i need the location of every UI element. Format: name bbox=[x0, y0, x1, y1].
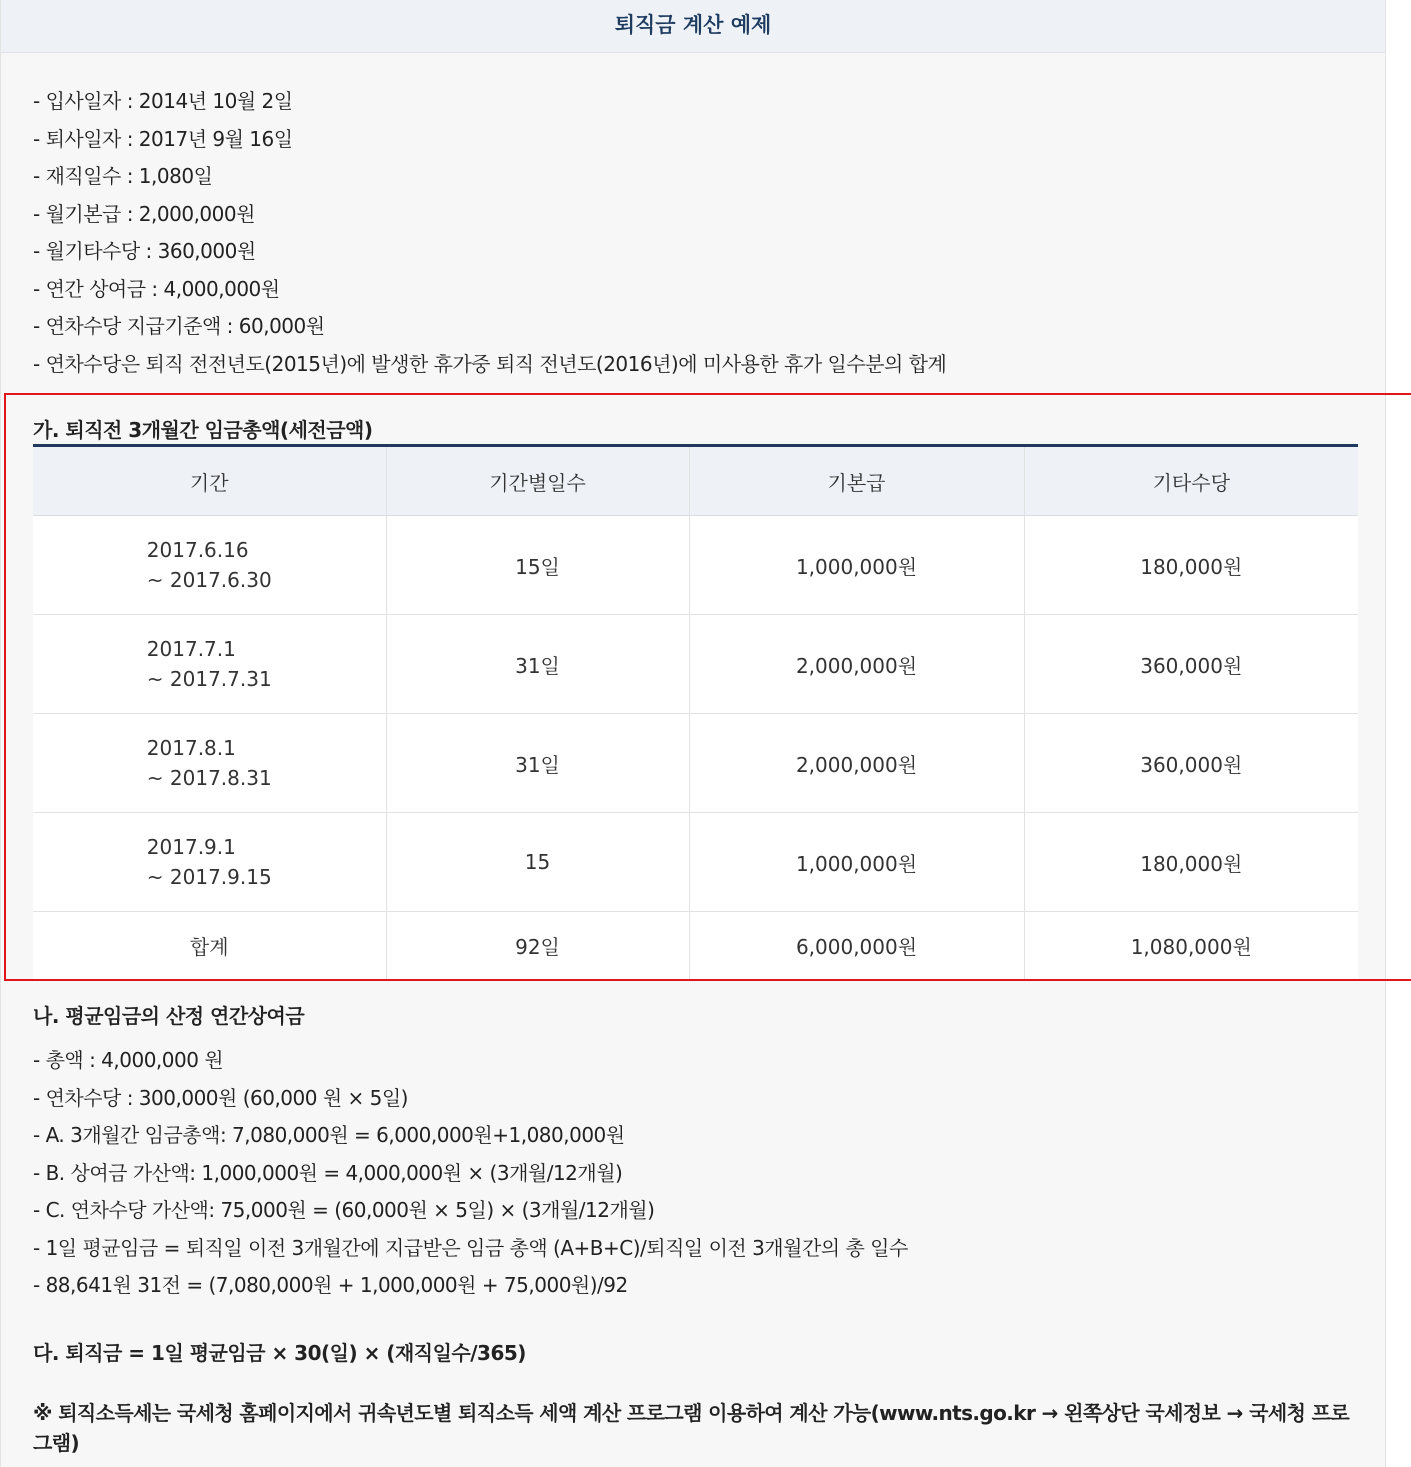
period-start: 2017.8.1 bbox=[146, 736, 236, 760]
cell-other-allowance: 360,000원 bbox=[1024, 615, 1358, 714]
cell-base-pay: 1,000,000원 bbox=[689, 813, 1024, 912]
cell-other-allowance: 360,000원 bbox=[1024, 714, 1358, 813]
period-end: ~ 2017.7.31 bbox=[146, 667, 272, 691]
header-days: 기간별일수 bbox=[386, 446, 689, 516]
period-end: ~ 2017.6.30 bbox=[146, 568, 272, 592]
section-b-title: 나. 평균임금의 산정 연간상여금 bbox=[33, 1004, 305, 1028]
section-c-formula: 다. 퇴직금 = 1일 평균임금 × 30(일) × (재직일수/365) bbox=[33, 1341, 526, 1365]
period-start: 2017.7.1 bbox=[146, 637, 236, 661]
cell-base-pay: 1,000,000원 bbox=[689, 516, 1024, 615]
calc-item-b: - B. 상여금 가산액: 1,000,000원 = 4,000,000원 × (3개월/12개월) bbox=[33, 1160, 623, 1185]
info-leave-date: - 퇴사일자 : 2017년 9월 16일 bbox=[33, 126, 293, 151]
header-other-allowance: 기타수당 bbox=[1024, 446, 1358, 516]
calc-daily-average-result: - 88,641원 31전 = (7,080,000원 + 1,000,000원 + 75,000원)/92 bbox=[33, 1273, 628, 1297]
header-base-pay: 기본급 bbox=[689, 446, 1024, 516]
info-monthly-allowance: - 월기타수당 : 360,000원 bbox=[33, 239, 256, 263]
total-base-pay: 6,000,000원 bbox=[689, 912, 1024, 980]
cell-other-allowance: 180,000원 bbox=[1024, 516, 1358, 615]
info-annual-leave-note: - 연차수당은 퇴직 전전년도(2015년)에 발생한 휴가중 퇴직 전년도(2016년)에 미사용한 휴가 일수분의 합계 bbox=[33, 351, 947, 376]
calc-daily-average-formula: - 1일 평균임금 = 퇴직일 이전 3개월간에 지급받은 임금 총액 (A+B+C)/퇴직일 이전 3개월간의 총 일수 bbox=[33, 1235, 908, 1260]
highlight-box bbox=[4, 393, 1411, 981]
employment-info-list bbox=[33, 83, 1385, 383]
info-service-days: - 재직일수 : 1,080일 bbox=[33, 164, 213, 188]
info-annual-leave-base: - 연차수당 지급기준액 : 60,000원 bbox=[33, 314, 325, 338]
cell-other-allowance: 180,000원 bbox=[1024, 813, 1358, 912]
total-label: 합계 bbox=[33, 912, 386, 980]
cell-days: 15일 bbox=[386, 516, 689, 615]
info-hire-date: - 입사일자 : 2014년 10월 2일 bbox=[33, 89, 293, 113]
cell-days: 31일 bbox=[386, 615, 689, 714]
period-start: 2017.9.1 bbox=[146, 835, 236, 859]
calc-item-c: - C. 연차수당 가산액: 75,000원 = (60,000원 × 5일) × (3개월/12개월) bbox=[33, 1198, 655, 1222]
section-a-title: 가. 퇴직전 3개월간 임금총액(세전금액) bbox=[33, 418, 373, 442]
info-annual-bonus: - 연간 상여금 : 4,000,000원 bbox=[33, 276, 280, 301]
cell-days: 31일 bbox=[386, 714, 689, 813]
page-title: 퇴직금 계산 예제 bbox=[1, 0, 1385, 53]
total-days: 92일 bbox=[386, 912, 689, 980]
period-end: ~ 2017.9.15 bbox=[146, 865, 272, 889]
cell-days: 15 bbox=[386, 813, 689, 912]
header-period: 기간 bbox=[33, 446, 386, 516]
period-end: ~ 2017.8.31 bbox=[146, 766, 272, 790]
average-wage-calc-list bbox=[33, 1042, 908, 1305]
info-monthly-base: - 월기본급 : 2,000,000원 bbox=[33, 201, 255, 226]
total-other-allowance: 1,080,000원 bbox=[1024, 912, 1358, 980]
period-start: 2017.6.16 bbox=[146, 538, 249, 562]
calc-bonus-total: - 총액 : 4,000,000 원 bbox=[33, 1048, 224, 1072]
cell-base-pay: 2,000,000원 bbox=[689, 714, 1024, 813]
tax-note: ※ 퇴직소득세는 국세청 홈페이지에서 귀속년도별 퇴직소득 세액 계산 프로그램 이용하여 계산 가능(www.nts.go.kr → 왼쪽상단 국세정보 → 국세청 프로그램) bbox=[33, 1401, 1350, 1455]
calc-item-a: - A. 3개월간 임금총액: 7,080,000원 = 6,000,000원+1,080,000원 bbox=[33, 1123, 625, 1147]
cell-base-pay: 2,000,000원 bbox=[689, 615, 1024, 714]
calc-annual-leave: - 연차수당 : 300,000원 (60,000 원 × 5일) bbox=[33, 1085, 408, 1110]
